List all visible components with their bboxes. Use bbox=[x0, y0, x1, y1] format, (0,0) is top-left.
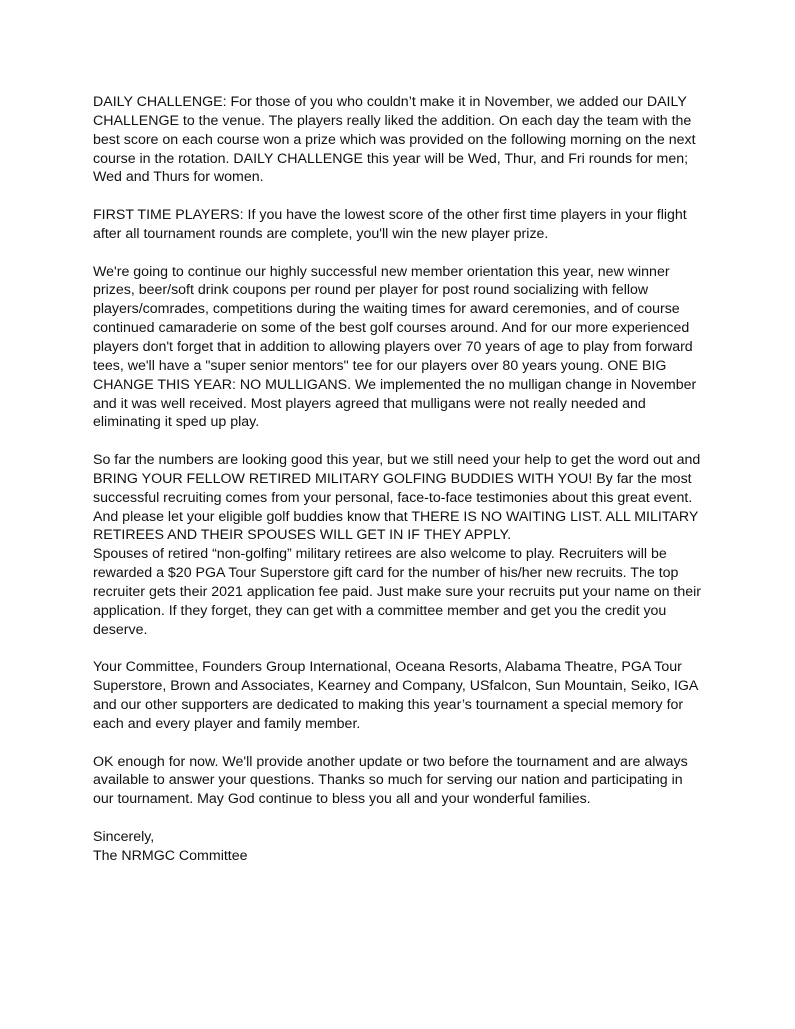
closing-salutation: Sincerely, bbox=[93, 828, 155, 845]
paragraph-first-time-players: FIRST TIME PLAYERS: If you have the lowest score of the other first time players in your flight after all tournament rounds are complete, you'll win the new player prize. bbox=[93, 207, 687, 242]
paragraph-recruiting: So far the numbers are looking good this year, but we still need your help to get the word out and BRING YOUR FELLOW RETIRED MILITARY GOLFING BUDDIES WITH YOU! By far the most successful recruiting comes from your personal, face-to-face testimonies about this great event. And please let your eligible golf buddies know that THERE IS NO WAITING LIST. ALL MILITARY RETIREES AND THEIR SPOUSES WILL GET IN IF THEY APPLY. Spouses of retired “non-golfing” military retirees are also welcome to play. Recruiters will be rewarded a $20 PGA Tour Superstore gift card for the number of his/her new recruits. The top recruiter gets their 2021 application fee paid. Just make sure your recruits put your name on their application. If they forget, they can get with a committee member and get you the credit you deserve. bbox=[93, 452, 702, 638]
paragraph-orientation: We're going to continue our highly successful new member orientation this year, new winner prizes, beer/soft drink coupons per round per player for post round socializing with fellow players/comrades, competitions during the waiting times for award ceremonies, and of course continued camaraderie on some of the best golf courses around. And for our more experienced players don't forget that in addition to allowing players over 70 years of age to play from forward tees, we'll have a "super senior mentors" tee for our players over 80 years young. ONE BIG CHANGE THIS YEAR: NO MULLIGANS. We implemented the no mulligan change in November and it was well received. Most players agreed that mulligans were not really needed and eliminating it sped up play. bbox=[93, 263, 697, 431]
letter-body bbox=[93, 93, 705, 866]
paragraph-closing-remarks: OK enough for now. We'll provide another update or two before the tournament and are always available to answer your questions. Thanks so much for serving our nation and participating in our tournament. May God continue to bless you all and your wonderful families. bbox=[93, 753, 688, 808]
paragraph-daily-challenge: DAILY CHALLENGE: For those of you who couldn’t make it in November, we added our DAILY CHALLENGE to the venue. The players really liked the addition. On each day the team with the best score on each course won a prize which was provided on the following morning on the next course in the rotation. DAILY CHALLENGE this year will be Wed, Thur, and Fri rounds for men; Wed and Thurs for women. bbox=[93, 94, 696, 186]
paragraph-sponsors: Your Committee, Founders Group International, Oceana Resorts, Alabama Theatre, PGA Tour Superstore, Brown and Associates, Kearney and Company, USfalcon, Sun Mountain, Seiko, IGA and our other supporters are dedicated to making this year’s tournament a special memory for each and every player and family member. bbox=[93, 659, 698, 732]
signature: The NRMGC Committee bbox=[93, 847, 248, 864]
